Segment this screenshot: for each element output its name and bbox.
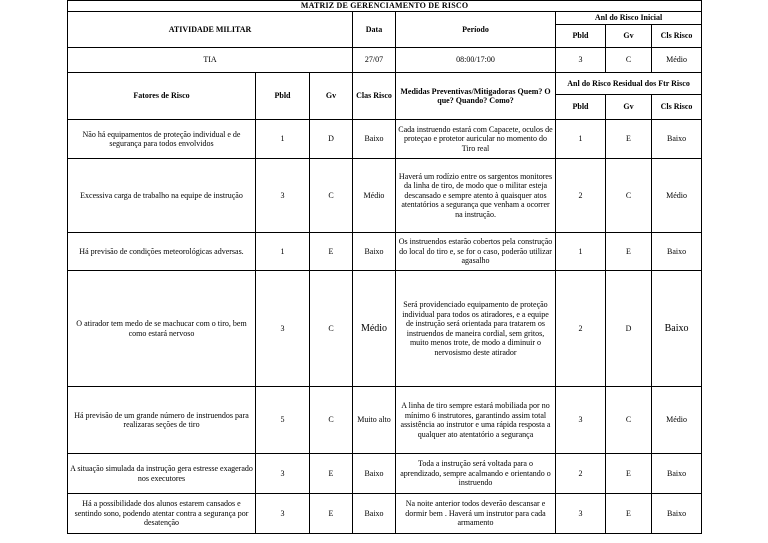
fator-cell: Excessiva carga de trabalho na equipe de instrução — [68, 159, 256, 233]
residual-pbld-cell: 3 — [556, 494, 606, 534]
residual-cls-cell: Baixo — [652, 271, 702, 387]
header-residual-cls: Cls Risco — [652, 95, 702, 120]
table-row — [68, 233, 702, 271]
risk-matrix-table — [67, 0, 702, 534]
matrix-title: MATRIZ DE GERENCIAMENTO DE RISCO — [68, 1, 702, 12]
residual-cls-cell: Médio — [652, 159, 702, 233]
activity-periodo: 08:00/17:00 — [396, 48, 556, 73]
header-atividade: ATIVIDADE MILITAR — [68, 12, 353, 48]
residual-pbld-cell: 2 — [556, 454, 606, 494]
header-residual-pbld: Pbld — [556, 95, 606, 120]
header-gv: Gv — [606, 25, 652, 48]
header-clas-risco: Clas Risco — [353, 73, 396, 120]
residual-gv-cell: E — [606, 454, 652, 494]
activity-row — [68, 48, 702, 73]
fator-cell: Não há equipamentos de proteção individual e de segurança para todos envolvidos — [68, 120, 256, 159]
residual-cls-cell: Baixo — [652, 494, 702, 534]
clas-cell: Médio — [353, 271, 396, 387]
gv-cell: E — [310, 454, 353, 494]
clas-cell: Muito alto — [353, 387, 396, 454]
residual-cls-cell: Baixo — [652, 454, 702, 494]
fator-cell: Há a possibilidade dos alunos estarem cansados e sentindo sono, podendo atentar contra a segurança por desatenção — [68, 494, 256, 534]
header-cls: Cls Risco — [652, 25, 702, 48]
medida-cell: Toda a instrução será voltada para o aprendizado, sempre acalmando e orientando o instruendo — [396, 454, 556, 494]
clas-cell: Baixo — [353, 494, 396, 534]
factors-header-row-1 — [68, 73, 702, 95]
fator-cell: O atirador tem medo de se machucar com o tiro, bem como estará nervoso — [68, 271, 256, 387]
residual-pbld-cell: 1 — [556, 233, 606, 271]
pbld-cell: 5 — [256, 387, 310, 454]
residual-gv-cell: C — [606, 387, 652, 454]
residual-pbld-cell: 2 — [556, 159, 606, 233]
gv-cell: D — [310, 120, 353, 159]
header-fatores: Fatores de Risco — [68, 73, 256, 120]
medida-cell: Cada instruendo estará com Capacete, oculos de proteçao e protetor auricular no momento do Tiro real — [396, 120, 556, 159]
table-row — [68, 494, 702, 534]
gv-cell: C — [310, 271, 353, 387]
clas-cell: Médio — [353, 159, 396, 233]
residual-gv-cell: D — [606, 271, 652, 387]
activity-pbld: 3 — [556, 48, 606, 73]
header-medidas: Medidas Preventivas/Mitigadoras Quem? O que? Quando? Como? — [396, 73, 556, 120]
medida-cell: Os instruendos estarão cobertos pela construção do local do tiro e, se for o caso, poderão utilizar agasalho — [396, 233, 556, 271]
table-row — [68, 454, 702, 494]
clas-cell: Baixo — [353, 454, 396, 494]
pbld-cell: 1 — [256, 120, 310, 159]
pbld-cell: 3 — [256, 271, 310, 387]
gv-cell: C — [310, 387, 353, 454]
residual-cls-cell: Baixo — [652, 233, 702, 271]
header-pbld: Pbld — [556, 25, 606, 48]
gv-cell: C — [310, 159, 353, 233]
fator-cell: A situação simulada da instrução gera estresse exagerado nos executores — [68, 454, 256, 494]
header-residual-gv: Gv — [606, 95, 652, 120]
fator-cell: Há previsão de condições meteorológicas adversas. — [68, 233, 256, 271]
residual-pbld-cell: 1 — [556, 120, 606, 159]
activity-gv: C — [606, 48, 652, 73]
clas-cell: Baixo — [353, 233, 396, 271]
medida-cell: Na noite anterior todos deverão descansar e dormir bem . Haverá um instrutor para cada armamento — [396, 494, 556, 534]
residual-cls-cell: Médio — [652, 387, 702, 454]
activity-name: TIA — [68, 48, 353, 73]
residual-pbld-cell: 3 — [556, 387, 606, 454]
pbld-cell: 1 — [256, 233, 310, 271]
residual-cls-cell: Baixo — [652, 120, 702, 159]
header-risco-residual: Anl do Risco Residual dos Ftr Risco — [556, 73, 702, 95]
pbld-cell: 3 — [256, 159, 310, 233]
fator-cell: Há previsão de um grande número de instruendos para realizaras seções de tiro — [68, 387, 256, 454]
table-row — [68, 387, 702, 454]
medida-cell: Será providenciado equipamento de proteção individual para todos os atiradores, e a equipe de instrução será orientada para tratarem os instruendos de maneira cordial, sem gritos, muito menos trote, de modo a diminuir o nervosismo deste atirador — [396, 271, 556, 387]
header-data: Data — [353, 12, 396, 48]
activity-data: 27/07 — [353, 48, 396, 73]
residual-gv-cell: E — [606, 233, 652, 271]
clas-cell: Baixo — [353, 120, 396, 159]
residual-gv-cell: E — [606, 494, 652, 534]
header-fator-gv: Gv — [310, 73, 353, 120]
residual-gv-cell: E — [606, 120, 652, 159]
header-periodo: Período — [396, 12, 556, 48]
activity-cls: Médio — [652, 48, 702, 73]
title-row — [68, 1, 702, 12]
pbld-cell: 3 — [256, 494, 310, 534]
medida-cell: A linha de tiro sempre estará mobiliada por no mínimo 6 instrutores, garantindo assim total assistência ao instrutor e uma rápida resposta a qualquer ato atentatório a segurança — [396, 387, 556, 454]
gv-cell: E — [310, 494, 353, 534]
table-row — [68, 271, 702, 387]
header-row-1 — [68, 12, 702, 25]
residual-gv-cell: C — [606, 159, 652, 233]
header-risco-inicial: Anl do Risco Inicial — [556, 12, 702, 25]
table-row — [68, 120, 702, 159]
table-row — [68, 159, 702, 233]
medida-cell: Haverá um rodízio entre os sargentos monitores da linha de tiro, de modo que o militar esteja descansado e sempre atento à quaisquer atos atentatórios a segurança que venham a ocorrer na instrução. — [396, 159, 556, 233]
gv-cell: E — [310, 233, 353, 271]
header-fator-pbld: Pbld — [256, 73, 310, 120]
residual-pbld-cell: 2 — [556, 271, 606, 387]
pbld-cell: 3 — [256, 454, 310, 494]
